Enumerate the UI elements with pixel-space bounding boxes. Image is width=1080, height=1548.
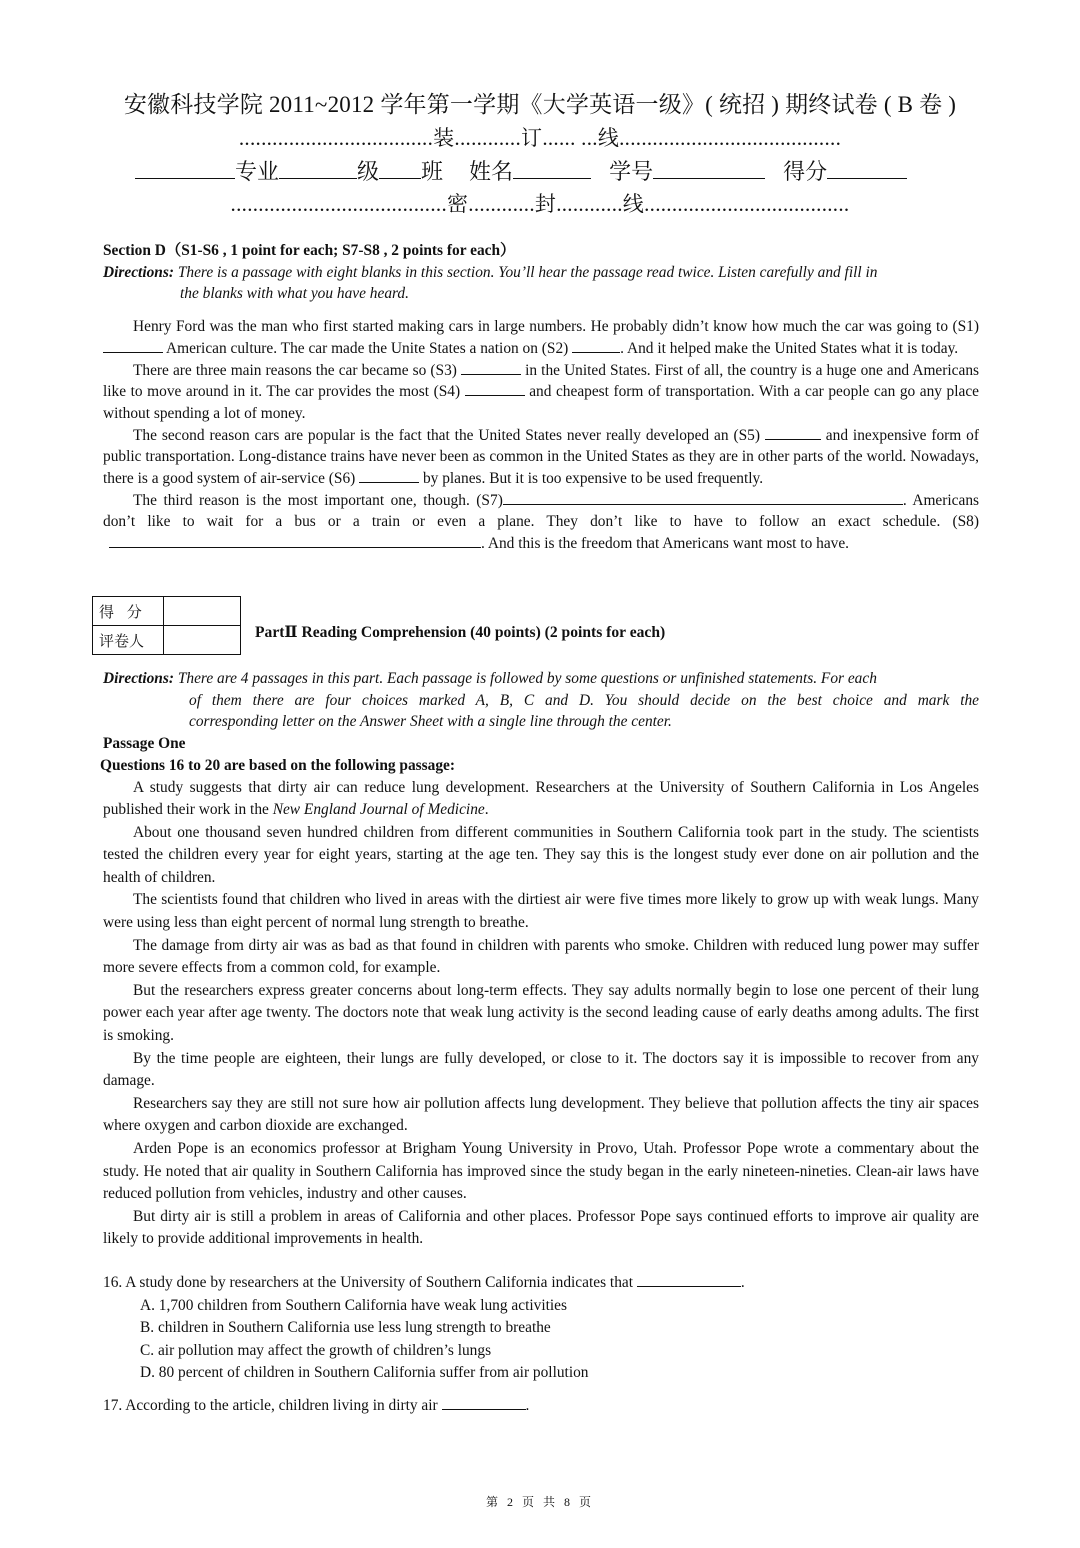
blank-s3[interactable]	[461, 360, 521, 375]
student-id-blank[interactable]	[653, 156, 765, 179]
section-d-directions-cont: the blanks with what you have heard.	[180, 285, 409, 303]
passage-paragraph: Arden Pope is an economics professor at Brigham Young University in Provo, Utah. Professor Pope wrote a commentary about the study. He noted that air quality in Southern California has improved since the study began in the early nineteen-nineties. Clean-air laws have reduced pollution from vehicles, industry and other causes.	[103, 1140, 979, 1203]
blank-s2[interactable]	[572, 338, 620, 353]
passage-paragraph: About one thousand seven hundred children from different communities in Southern California took part in the study. The scientists tested the children every year for eight years, starting at the age ten. They say this is the longest study ever done on air pollution and the health of children.	[103, 823, 979, 886]
binding-line-top: ...................................装............订...... ...线........................................	[238, 126, 842, 150]
name-label: 姓名	[469, 159, 514, 184]
part2-title: PartⅡ Reading Comprehension (40 points) (2 points for each)	[255, 624, 666, 641]
option-a[interactable]: A. 1,700 children from Southern California have weak lung activities	[140, 1296, 567, 1314]
binding-line-bottom: .......................................密............封............线.....................................	[230, 192, 850, 216]
exam-title: 安徽科技学院 2011~2012 学年第一学期《大学英语一级》( 统招 ) 期终试卷 ( B 卷 )	[123, 92, 957, 117]
questions-heading: Questions 16 to 20 are based on the following passage:	[100, 756, 456, 774]
major-blank[interactable]	[135, 156, 235, 179]
student-info-row	[135, 155, 945, 187]
blank-s1[interactable]	[103, 338, 163, 353]
option-b[interactable]: B. children in Southern California use less lung strength to breathe	[140, 1319, 551, 1336]
journal-name: New England Journal of Medicine	[272, 801, 485, 819]
question-17	[103, 1395, 529, 1418]
section-d	[103, 240, 979, 555]
answer-blank-17[interactable]	[442, 1395, 526, 1410]
part2-directions: Directions: There are 4 passages in this part. Each passage is followed by some questions or unfinished statements. For each	[103, 670, 877, 687]
question-stem: 16. A study done by researchers at the University of Southern California indicates that .	[103, 1274, 745, 1291]
section-d-paragraph-3: The second reason cars are popular is the fact that the United States never really developed an (S5) and inexpensive form of public transportation. Long-distance trains have never been as common in the United States as they are in other parts of the world. Nowadays, there is a good system of air-service (S6) by planes. But it is too expensive to be used frequently.	[103, 426, 979, 488]
question-16	[103, 1272, 745, 1385]
score-box-value[interactable]	[164, 597, 241, 626]
grade-label: 级	[357, 159, 380, 184]
blank-s5[interactable]	[765, 425, 821, 440]
grader-label: 评卷人	[93, 626, 164, 655]
score-label: 得分	[783, 159, 828, 184]
answer-blank-16[interactable]	[637, 1272, 741, 1287]
part2-directions-cont2: corresponding letter on the Answer Sheet with a single line through the center.	[189, 713, 672, 731]
page-number: 第 2 页 共 8 页	[485, 1495, 594, 1509]
grader-value[interactable]	[164, 626, 241, 655]
part2-directions-cont: of them there are four choices marked A, B, C and D. You should decide on the best choice and mark the	[189, 691, 979, 709]
part2-body	[100, 668, 979, 1251]
question-stem: 17. According to the article, children living in dirty air .	[103, 1397, 530, 1414]
section-d-paragraph-2: There are three main reasons the car became so (S3) in the United States. First of all, the country is a huge one and Americans like to move around in it. The car provides the most (S4) and cheapest form of transportation. With a car people can go any place without spending a lot of money.	[103, 361, 980, 422]
passage-title: Passage One	[103, 735, 186, 753]
passage-paragraph: The scientists found that children who lived in areas with the dirtiest air were five times more likely to grow up with weak lungs. Many were using less than eight percent of normal lung strength to breathe.	[103, 891, 979, 932]
class-blank[interactable]	[379, 156, 421, 179]
student-id-label: 学号	[609, 159, 654, 184]
passage-paragraph: But the researchers express greater concerns about long-term effects. They say adults normally begin to lose one percent of their lung power each year after age twenty. The doctors note that weak lung activity is the second leading cause of early deaths among adults. The first is smoking.	[103, 981, 979, 1045]
name-blank[interactable]	[513, 156, 591, 179]
section-d-directions: Directions: There is a passage with eight blanks in this section. You’ll hear the passage read twice. Listen carefully and fill in	[103, 263, 878, 281]
section-d-heading: Section D（S1-S6 , 1 point for each; S7-S8 , 2 points for each）	[103, 242, 516, 259]
score-blank[interactable]	[827, 156, 907, 179]
major-label: 专业	[235, 159, 280, 184]
passage-paragraph: Researchers say they are still not sure how air pollution affects lung development. They believe that pollution affects the tiny air spaces where oxygen and carbon dioxide are exchanged.	[103, 1094, 979, 1135]
option-c[interactable]: C. air pollution may affect the growth of children’s lungs	[140, 1341, 492, 1359]
passage-paragraph: A study suggests that dirty air can reduce lung development. Researchers at the University of Southern California in Los Angeles published their work in the New England Journal of Medicine.	[103, 778, 979, 819]
passage-paragraph: But dirty air is still a problem in areas of California and other places. Professor Pope says continued efforts to improve air quality are likely to provide additional improvements in health.	[103, 1207, 979, 1248]
passage-paragraph: The damage from dirty air was as bad as that found in children with parents who smoke. Children with reduced lung power may suffer more severe effects from a common cold, for example.	[103, 936, 979, 977]
score-box	[92, 596, 241, 655]
section-d-paragraph-4: The third reason is the most important one, though. (S7) . Americans don’t like to wait for a bus or a train or even a plane. They don’t like to have to follow an exact schedule. (S8). And this is the freedom that Americans want most to have.	[103, 491, 980, 553]
blank-s4[interactable]	[465, 381, 525, 396]
score-box-label: 得 分	[93, 597, 164, 626]
blank-s7[interactable]	[503, 490, 903, 505]
blank-s6[interactable]	[359, 468, 419, 483]
passage-paragraph: By the time people are eighteen, their lungs are fully developed, or close to it. The doctors say it is impossible to recover from any damage.	[103, 1049, 979, 1090]
option-d[interactable]: D. 80 percent of children in Southern California suffer from air pollution	[140, 1364, 589, 1381]
grade-blank[interactable]	[279, 156, 357, 179]
class-label: 班	[421, 159, 444, 184]
blank-s8[interactable]	[109, 533, 481, 548]
section-d-paragraph-1: Henry Ford was the man who first started making cars in large numbers. He probably didn’t know how much the car was going to (S1) American culture. The car made the Unite States a nation on (S2) . And it helped make the United States what it is today.	[103, 316, 979, 359]
